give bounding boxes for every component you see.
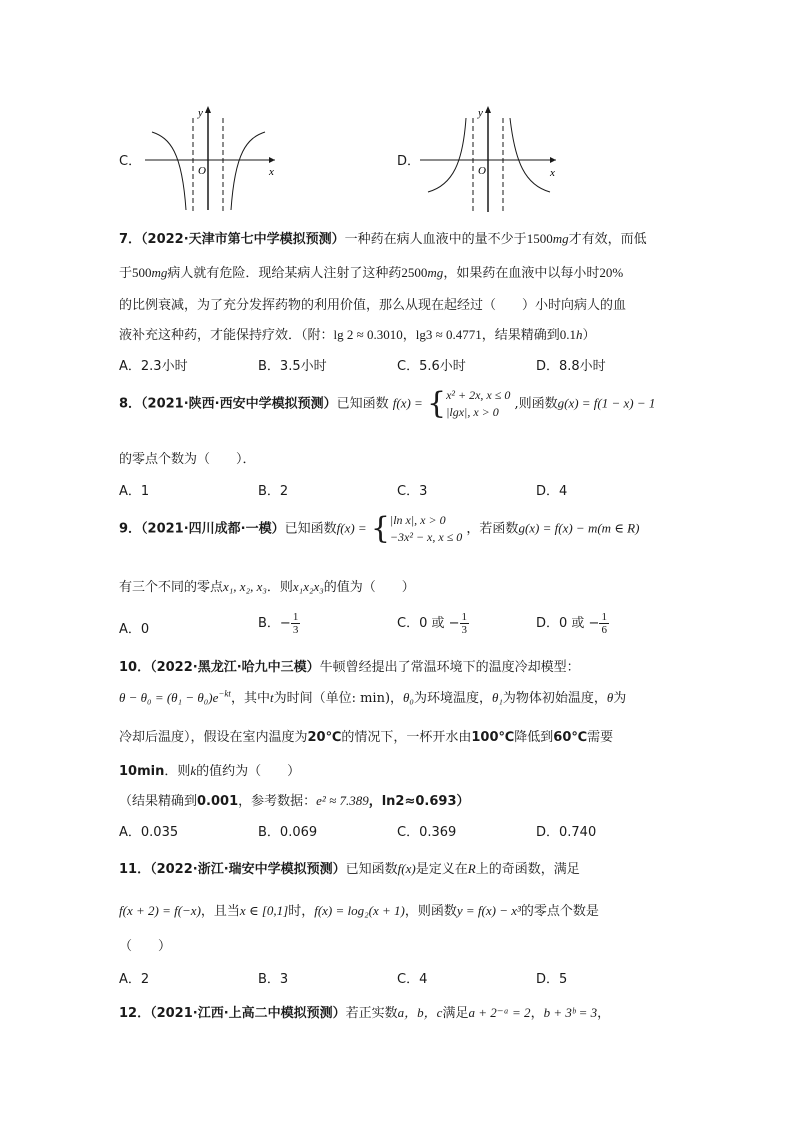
q11-set: R [467,861,476,876]
q12-eq2: b + 3ᵇ = 3 [543,1005,598,1020]
q10-exponent: −kt [218,688,231,699]
q9-fx: f(x) = [336,520,367,536]
graph-d-y-label: y [478,107,483,119]
q11-text: 上的奇函数，满足 [475,862,580,877]
q10-text: ，其中 [230,691,270,706]
q8-number: 8． [119,396,142,412]
q10-text: 需要 [587,730,614,745]
q9-text: ，若函数 [466,521,519,537]
q8-option-d[interactable]: D．4 [536,484,568,499]
q9-line1: 9．（2021·四川成都·一模）已知函数f(x) = { |ln x|, x > 0 −3x² − x, x ≤ 0 ，若函数g(x) = f(x) − m(m ∈ R) [119,511,640,546]
q9-product: x₁x₂x₃ [292,579,324,594]
graph-d-y-arrow [485,106,491,113]
option-d-label: D． [397,154,421,169]
q9-text: ．则 [266,580,293,595]
q7-line1 [119,228,647,247]
q7-line4: 液补充这种药，才能保持疗效．（附：lg 2 ≈ 0.3010，lg3 ≈ 0.4771，结果精确到0.1h） [119,327,596,343]
q11-fx: f(x) [397,861,416,876]
q11-text: 是定义在 [415,862,468,877]
q11-source: （2022·浙江·瑞安中学模拟预测） [150,862,346,877]
q11-text: 时， [288,904,315,919]
q11-relation: f(x + 2) = f(−x) [119,903,201,918]
graph-c-right-branch [231,132,265,210]
q11-option-b[interactable]: B．3 [258,972,289,987]
q10-option-a[interactable]: A．0.035 [119,825,179,840]
q10-option-d[interactable]: D．0.740 [536,825,597,840]
q11-option-d[interactable]: D．5 [536,972,568,987]
q10-text: （结果精确到 [119,794,198,809]
q9-zeros: x₁, x₂, x₃ [223,579,267,594]
q9-option-c-fraction: $\frac{1}{3}$ [461,611,468,636]
q7-unit: mg [552,231,569,246]
q10-var: θ [606,690,614,705]
q12-number: 12． [119,1006,151,1021]
q9-option-d[interactable] [536,611,609,636]
q10-text: 冷却后温度），假设在室内温度为 [119,730,308,745]
q12-eq1: a + 2⁻ᵃ = 2 [468,1005,531,1020]
q7-lg3: lg3 ≈ 0.4771 [415,327,482,342]
q7-value: 500 [132,265,152,280]
q12-sep: ， [530,1006,544,1021]
q10-e2: e² ≈ 7.389 [316,793,369,808]
q11-number: 11． [119,862,151,877]
graph-c-origin: O [198,165,206,177]
q7-unit: mg [151,265,168,280]
q11-log: f(x) = log₂(x + 1) [314,903,405,918]
q10-text: 为物体初始温度， [502,691,607,706]
q9-number: 9． [119,521,142,537]
q10-text: 为环境温度， [413,691,492,706]
q11-line1 [119,858,580,877]
q7-option-a[interactable]: A．2.3小时 [119,359,188,374]
q10-ln2: ，ln2≈0.693） [368,794,470,809]
q11-line2 [119,900,599,919]
q9-option-c-text: C．0 或 − [397,616,460,631]
q7-line3: 的比例衰减，为了充分发挥药物的利用价值，那么从现在起经过（ ）小时向病人的血 [119,298,627,313]
q9-option-b-fraction: $\frac{1}{3}$ [292,611,299,636]
q12-line1 [119,1002,610,1021]
q8-line1: 8．（2021·陕西·西安中学模拟预测）已知函数 f(x) = { x² + 2x, x ≤ 0 |lgx|, x > 0 ,则函数g(x) = f(1 − x) − 1 [119,386,656,421]
graph-d-x-arrow [550,157,556,163]
q10-var: θ₁ [491,690,503,705]
q8-case2: |lgx|, x > 0 [446,405,499,419]
graph-c-y-label: y [198,107,203,119]
q9-gx: g(x) = f(x) − m(m ∈ R) [518,520,640,536]
q9-line2 [119,576,415,595]
q10-line5 [119,790,470,809]
q7-number: 7． [119,232,142,247]
q9-source: （2021·四川成都·一模） [141,521,285,537]
graph-c-x-arrow [269,157,275,163]
q7-text: 液补充这种药，才能保持疗效．（附： [119,328,334,343]
q7-line2 [119,262,623,281]
q11-option-a[interactable]: A．2 [119,972,150,987]
q10-text: 为时间（单位: min)， [273,691,404,706]
q11-interval: x ∈ [0,1] [239,903,289,918]
q10-formula: θ − θ₀ = (θ₁ − θ₀)e [119,690,219,705]
q9-text: 有三个不同的零点 [119,580,224,595]
q7-source: （2022·天津市第七中学模拟预测） [141,232,345,247]
q7-text: 一种药在病人血液中的量不少于 [344,232,527,247]
q10-option-b[interactable]: B．0.069 [258,825,318,840]
q10-line2 [119,687,626,706]
q10-var: θ₀ [403,690,414,705]
q9-option-c[interactable] [397,611,469,636]
q9-case2: −3x² − x, x ≤ 0 [389,530,463,544]
q11-text: 已知函数 [345,862,398,877]
graph-c-x-label: x [269,166,274,178]
q7-text: ） [582,328,596,343]
q10-line1 [119,656,580,675]
q8-fx: f(x) = [392,395,423,411]
graph-d-right-branch [510,118,550,192]
q8-case1: x² + 2x, x ≤ 0 [446,388,511,402]
q7-option-b[interactable]: B．3.5小时 [258,359,327,374]
q10-temp: 100℃ [471,730,515,745]
q7-unit: h [576,327,583,342]
q7-lg2: lg 2 ≈ 0.3010 [333,327,403,342]
q7-text: ，如果药在血液中以每小时 [443,266,600,281]
q9-option-d-text: D．0 或 − [536,616,600,631]
q7-text: 于 [119,266,133,281]
q9-option-b[interactable] [258,611,300,636]
q10-temp: 60℃ [553,730,588,745]
q10-var: t [269,690,274,705]
q8-line2: 的零点个数为（ ）． [119,452,256,467]
q10-text: 降低到 [514,730,554,745]
q10-option-c[interactable]: C．0.369 [397,825,457,840]
q12-text: 满足 [442,1006,469,1021]
q7-value: 1500 [526,231,553,246]
q11-line3: （ ） [119,939,172,954]
q11-text: 的零点个数是 [520,904,599,919]
q10-line4 [119,760,300,779]
q11-function: y = f(x) − x³ [456,903,521,918]
q10-text: ，参考数据： [238,794,317,809]
q12-vars: a，b，c [397,1005,443,1020]
graph-c-left-branch [152,132,186,210]
q7-option-c[interactable]: C．5.6小时 [397,359,466,374]
q10-text: 的情况下，一杯开水由 [341,730,472,745]
q7-value: 2500 [401,265,428,280]
q8-option-c[interactable]: C．3 [397,484,428,499]
q10-temp: 20℃ [307,730,342,745]
q12-source: （2021·江西·上高二中模拟预测） [150,1006,346,1021]
q7-text: 病人就有危险．现给某病人注射了这种药 [167,266,402,281]
q7-text: 才有效，而低 [568,232,647,247]
q11-option-c[interactable]: C．4 [397,972,428,987]
q7-value: 20% [599,265,624,280]
q9-option-a[interactable]: A．0 [119,622,150,637]
q10-text: 牛顿曾经提出了常温环境下的温度冷却模型： [319,660,580,675]
q8-text: 已知函数 [336,396,389,412]
q10-source: （2022·黑龙江·哈九中三模） [150,660,320,675]
q10-text: 为 [613,691,627,706]
q9-case1: |ln x|, x > 0 [389,513,446,527]
q9-text: 的值为（ ） [323,580,415,595]
q8-text: ,则函数 [514,396,558,412]
q7-value: 0.1 [559,327,577,342]
graph-d-x-label: x [550,167,555,179]
q11-text: ，且当 [200,904,240,919]
q7-option-d[interactable]: D．8.8小时 [536,359,606,374]
q10-text: 的值约为（ ） [196,764,301,779]
graph-c-y-arrow [205,106,211,113]
graph-d-origin: O [478,165,486,177]
q11-text: ，则函数 [404,904,457,919]
q10-line3 [119,726,613,745]
q9-option-d-fraction: $\frac{1}{6}$ [601,611,607,636]
q9-option-b-text: B．− [258,616,291,631]
q8-source: （2021·陕西·西安中学模拟预测） [141,396,337,412]
q10-number: 10． [119,660,151,675]
q10-time: 10min [119,764,165,779]
q10-text: ．则 [164,764,191,779]
q10-var: k [190,763,197,778]
q12-text: 若正实数 [345,1006,398,1021]
graph-d-left-branch [428,118,466,192]
q12-sep: ， [597,1006,611,1021]
option-c-label: C． [119,154,142,169]
q8-option-a[interactable]: A．1 [119,484,150,499]
graph-c [140,100,280,215]
q8-gx: g(x) = f(1 − x) − 1 [557,395,656,411]
q8-option-b[interactable]: B．2 [258,484,289,499]
graph-d [418,100,563,215]
q7-text: ，结果精确到 [481,328,560,343]
q7-unit: mg [427,265,444,280]
q10-precision: 0.001 [197,794,239,809]
q9-text: 已知函数 [284,521,337,537]
